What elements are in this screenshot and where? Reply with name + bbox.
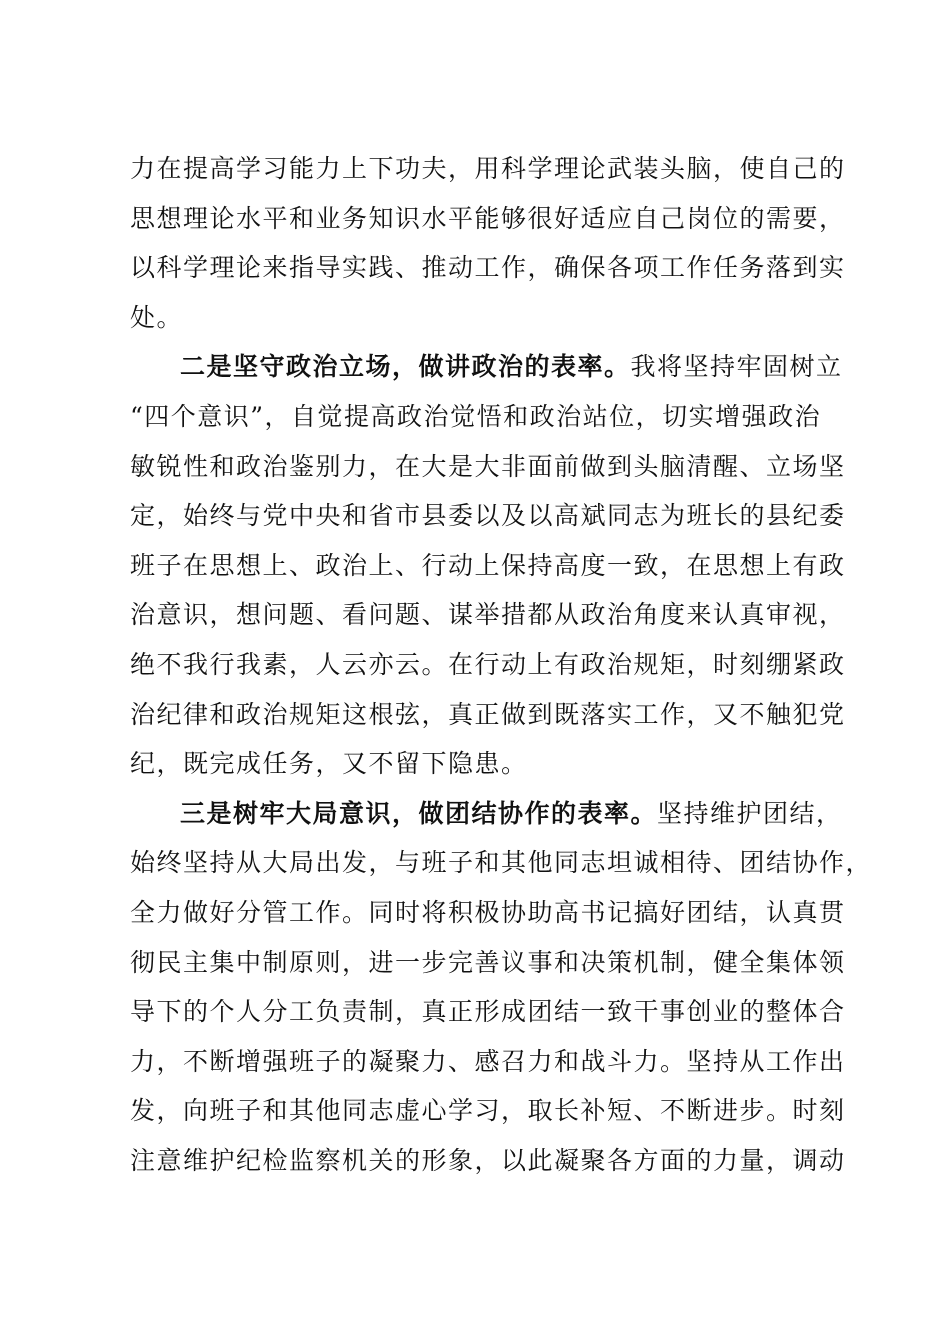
document-body [130,144,873,1185]
text-line: 彻民主集中制原则，进一步完善议事和决策机制，健全集体领 [130,947,846,977]
text-line: 发，向班子和其他同志虚心学习，取长补短、不断进步。时刻 [130,1096,846,1126]
text-line: 导下的个人分工负责制，真正形成团结一致干事创业的整体合 [130,997,846,1027]
paragraph-3 [130,789,873,1186]
text-segment: 我将坚持牢固树立 [630,352,843,382]
text-line: 治意识，想问题、看问题、谋举措都从政治角度来认真审视， [130,600,846,630]
text-line: 定，始终与党中央和省市县委以及以高斌同志为班长的县纪委 [130,501,846,531]
text-line: 注意维护纪检监察机关的形象，以此凝聚各方面的力量，调动 [130,1145,846,1175]
text-line: 班子在思想上、政治上、行动上保持高度一致，在思想上有政 [130,550,846,580]
text-line: 全力做好分管工作。同时将积极协助高书记搞好团结，认真贯 [130,897,846,927]
text-line: 治纪律和政治规矩这根弦，真正做到既落实工作，又不触犯党 [130,699,846,729]
text-line: “四个意识”，自觉提高政治觉悟和政治站位，切实增强政治 [130,401,822,431]
paragraph-first-line [130,789,843,839]
text-line: 以科学理论来指导实践、推动工作，确保各项工作任务落到实 [130,253,846,283]
text-line: 始终坚持从大局出发，与班子和其他同志坦诚相待、团结协作， [130,848,873,878]
paragraph-first-line [130,342,843,392]
text-line: 纪，既完成任务，又不留下隐患。 [130,749,528,779]
paragraph-heading: 二是坚守政治立场，做讲政治的表率。 [180,352,631,382]
text-line: 力在提高学习能力上下功夫，用科学理论武装头脑，使自己的 [130,154,846,183]
text-line: 处。 [130,302,184,332]
paragraph-1 [130,144,846,342]
text-line: 思想理论水平和业务知识水平能够很好适应自己岗位的需要， [130,203,846,233]
text-line: 力，不断增强班子的凝聚力、感召力和战斗力。坚持从工作出 [130,1046,846,1076]
text-line: 绝不我行我素，人云亦云。在行动上有政治规矩，时刻绷紧政 [130,649,846,679]
text-segment: 坚持维护团结， [657,798,843,828]
paragraph-heading: 三是树牢大局意识，做团结协作的表率。 [180,798,658,828]
text-line: 敏锐性和政治鉴别力，在大是大非面前做到头脑清醒、立场坚 [130,451,846,481]
paragraph-2 [130,342,846,788]
